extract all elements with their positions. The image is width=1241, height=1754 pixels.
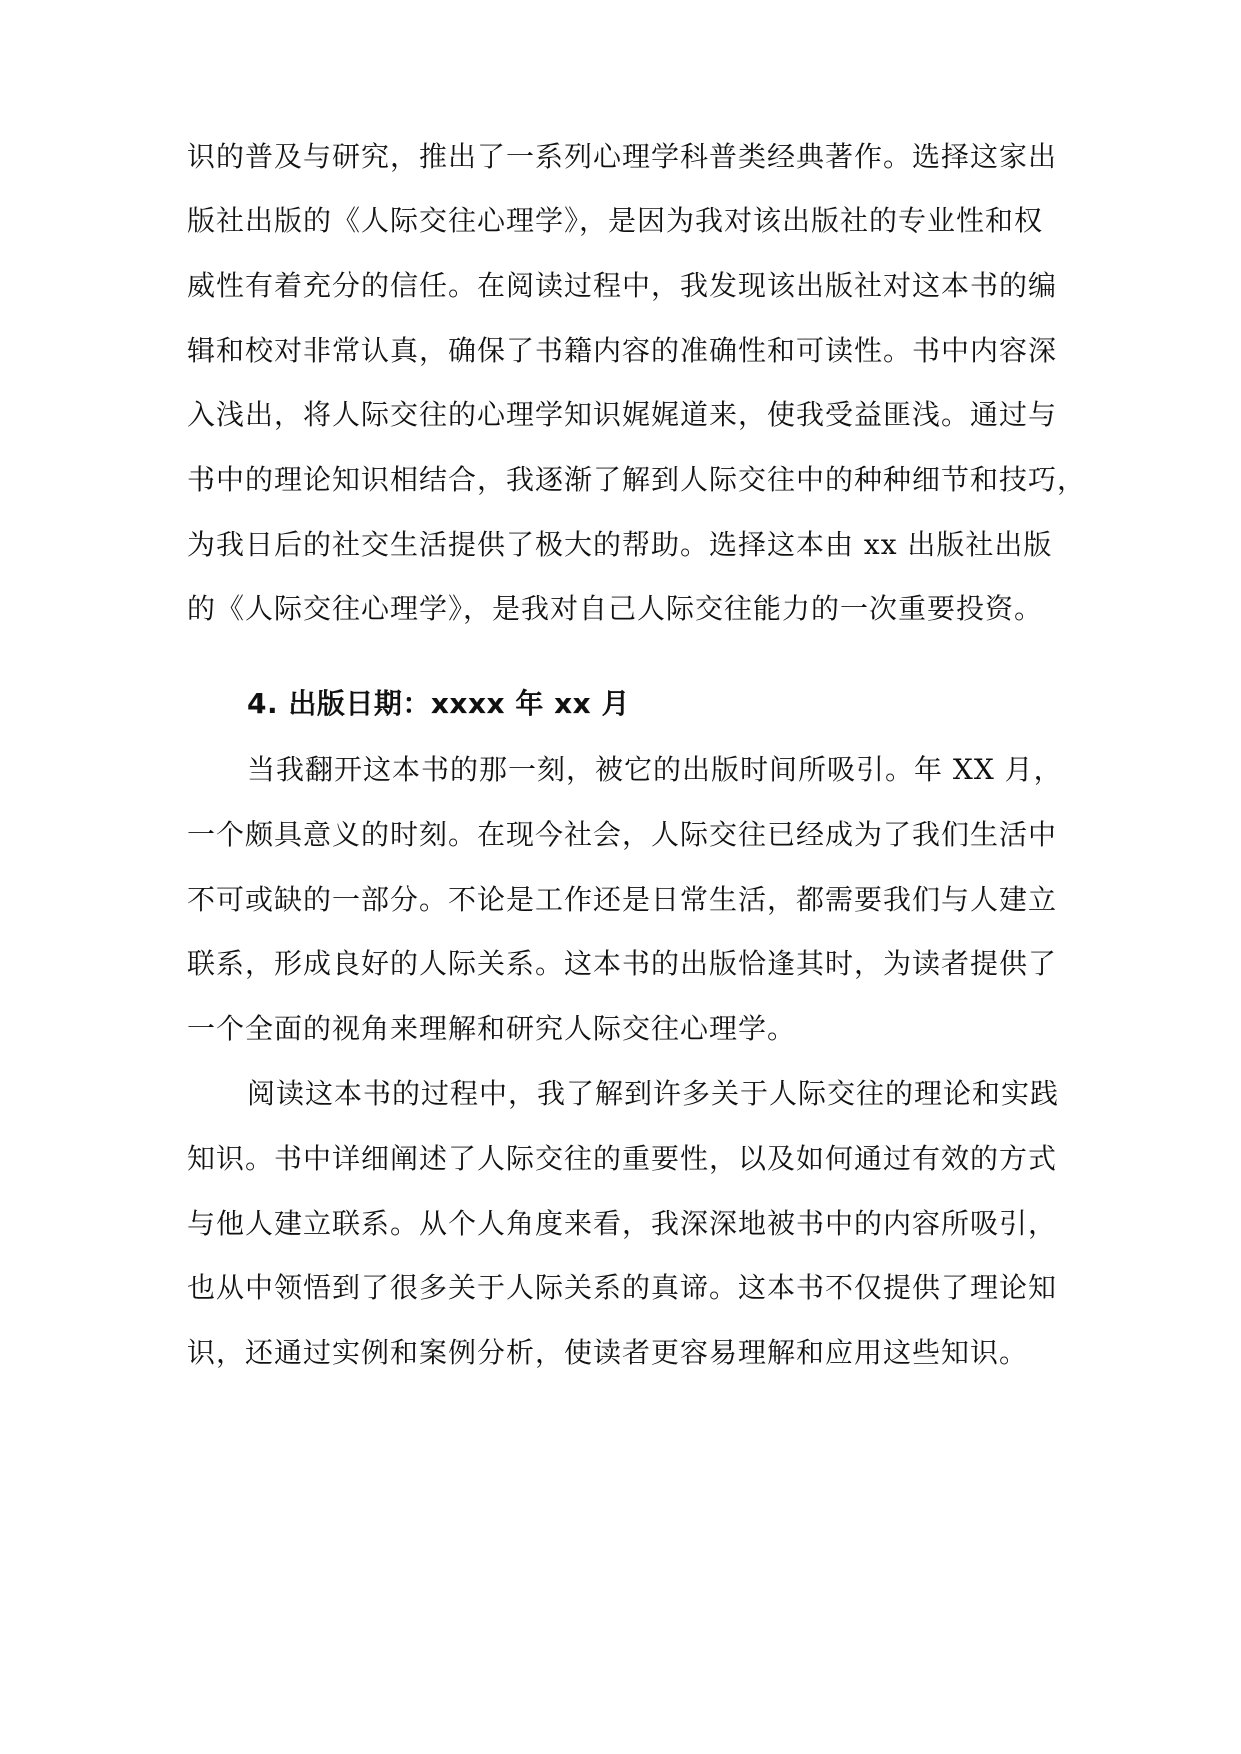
paragraph-line: 一个颇具意义的时刻。在现今社会，人际交往已经成为了我们生活中: [187, 818, 1058, 851]
paragraph-line: 当我翻开这本书的那一刻，被它的出版时间所吸引。年 XX 月，: [247, 753, 1063, 786]
paragraph-line: 不可或缺的一部分。不论是工作还是日常生活，都需要我们与人建立: [187, 883, 1058, 916]
paragraph-line: 与他人建立联系。从个人角度来看，我深深地被书中的内容所吸引，: [187, 1207, 1058, 1240]
paragraph-line: 为我日后的社交生活提供了极大的帮助。选择这本由 xx 出版社出版: [187, 528, 1053, 561]
paragraph-line: 辑和校对非常认真，确保了书籍内容的准确性和可读性。书中内容深: [187, 334, 1058, 367]
paragraph-line: 也从中领悟到了很多关于人际关系的真谛。这本书不仅提供了理论知: [187, 1271, 1058, 1304]
paragraph-line: 版社出版的《人际交往心理学》，是因为我对该出版社的专业性和权: [187, 204, 1044, 237]
paragraph-line: 阅读这本书的过程中，我了解到许多关于人际交往的理论和实践: [247, 1077, 1060, 1110]
paragraph-line: 威性有着充分的信任。在阅读过程中，我发现该出版社对这本书的编: [187, 269, 1058, 302]
paragraph-line: 识的普及与研究，推出了一系列心理学科普类经典著作。选择这家出: [187, 140, 1058, 173]
paragraph-line: 联系，形成良好的人际关系。这本书的出版恰逢其时，为读者提供了: [187, 947, 1058, 980]
paragraph-line: 知识。书中详细阐述了人际交往的重要性，以及如何通过有效的方式: [187, 1142, 1058, 1175]
paragraph-line: 一个全面的视角来理解和研究人际交往心理学。: [187, 1012, 797, 1045]
paragraph-line: 入浅出，将人际交往的心理学知识娓娓道来，使我受益匪浅。通过与: [187, 398, 1058, 431]
paragraph-line: 识，还通过实例和案例分析，使读者更容易理解和应用这些知识。: [187, 1336, 1029, 1369]
paragraph-line: 书中的理论知识相结合，我逐渐了解到人际交往中的种种细节和技巧，: [187, 463, 1087, 496]
section-heading: 4. 出版日期：xxxx 年 xx 月: [247, 687, 630, 720]
paragraph-line: 的《人际交往心理学》，是我对自己人际交往能力的一次重要投资。: [187, 592, 1044, 625]
